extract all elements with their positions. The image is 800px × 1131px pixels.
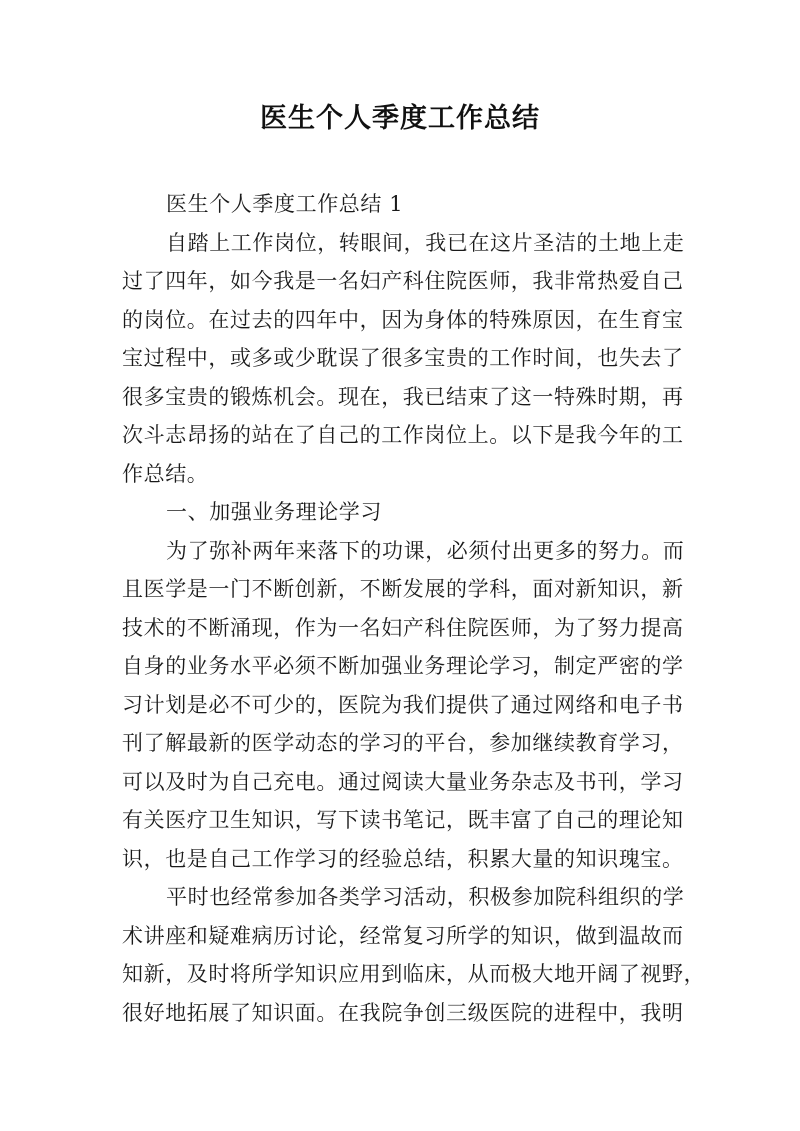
paragraph-line: 识，也是自己工作学习的经验总结，积累大量的知识瑰宝。 <box>122 846 684 871</box>
document-body <box>122 185 706 1032</box>
paragraph-line: 刊了解最新的医学动态的学习的平台，参加继续教育学习， <box>122 731 684 755</box>
paragraph-line: 的岗位。在过去的四年中，因为身体的特殊原因，在生育宝 <box>122 307 684 332</box>
paragraph-line: 平时也经常参加各类学习活动，积极参加院科组织的学 <box>166 885 685 909</box>
paragraph-line: 知新，及时将所学知识应用到临床，从而极大地开阔了视野， <box>122 962 706 986</box>
paragraph-line: 宝过程中，或多或少耽误了很多宝贵的工作时间，也失去了 <box>122 346 684 370</box>
paragraph-line: 有关医疗卫生知识，写下读书笔记，既丰富了自己的理论知 <box>122 808 684 832</box>
paragraph-line: 可以及时为自己充电。通过阅读大量业务杂志及书刊，学习 <box>122 769 684 794</box>
paragraph-line: 术讲座和疑难病历讨论，经常复习所学的知识，做到温故而 <box>122 923 684 948</box>
paragraph-line: 技术的不断涌现，作为一名妇产科住院医师，为了努力提高 <box>122 615 684 640</box>
paragraph-line: 过了四年，如今我是一名妇产科住院医师，我非常热爱自己 <box>122 269 684 293</box>
paragraph-line: 很好地拓展了知识面。在我院争创三级医院的进程中，我明 <box>122 1000 684 1025</box>
paragraph-line: 且医学是一门不断创新，不断发展的学科，面对新知识，新 <box>122 577 684 601</box>
paragraph-line: 为了弥补两年来落下的功课，必须付出更多的努力。而 <box>166 538 685 563</box>
paragraph-line: 次斗志昂扬的站在了自己的工作岗位上。以下是我今年的工 <box>122 423 684 447</box>
section-heading: 医生个人季度工作总结 1 <box>166 192 404 216</box>
subsection-heading: 一、加强业务理论学习 <box>166 500 382 524</box>
document-title: 医生个人季度工作总结 <box>260 103 540 134</box>
paragraph-line: 自踏上工作岗位，转眼间，我已在这片圣洁的土地上走 <box>166 230 685 255</box>
paragraph-line: 作总结。 <box>122 461 209 486</box>
paragraph-line: 习计划是必不可少的，医院为我们提供了通过网络和电子书 <box>122 692 684 717</box>
paragraph-line: 很多宝贵的锻炼机会。现在，我已结束了这一特殊时期，再 <box>122 384 684 409</box>
paragraph-line: 自身的业务水平必须不断加强业务理论学习，制定严密的学 <box>122 654 684 678</box>
